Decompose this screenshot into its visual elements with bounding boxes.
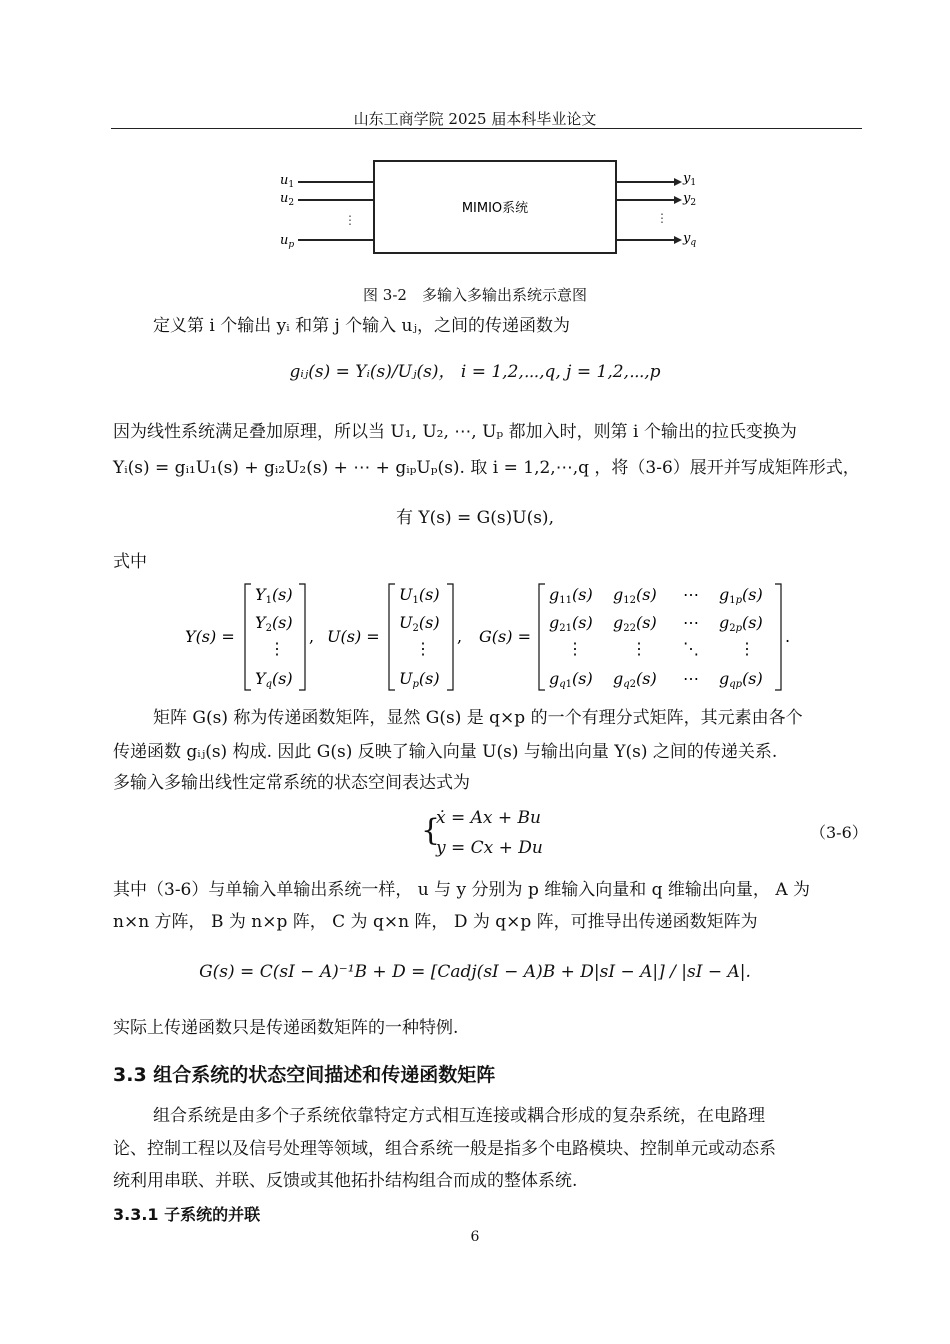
output-label-y1: $y_1$ xyxy=(683,171,697,188)
svg-text:g21(s): g21(s) xyxy=(549,613,593,634)
equation-brace: { xyxy=(421,813,441,848)
paragraph-superposition-line1: 因为线性系统满足叠加原理，所以当 U₁, U₂, ⋯, Uₚ 都加入时，则第 i 个输出的拉氏变换为 xyxy=(113,422,797,442)
equation-transfer-matrix: G(s) = C(sI − A)⁻¹B + D = [Cadj(sI − A)B + D|sI − A|] / |sI − A|. xyxy=(199,962,751,982)
svg-text:⋮: ⋮ xyxy=(739,639,755,658)
equation-gij: gᵢⱼ(s) = Yᵢ(s)/Uⱼ(s)， i = 1,2,⋯,q, j = 1,2,⋯,p xyxy=(289,362,661,382)
section-paragraph-line3: 统利用串联、并联、反馈或其他拓扑结构组合而成的整体系统. xyxy=(113,1171,578,1191)
paragraph-definition: 定义第 i 个输出 yᵢ 和第 j 个输入 uⱼ，之间的传递函数为 xyxy=(153,316,570,336)
svg-text:Yq(s): Yq(s) xyxy=(255,669,293,690)
block-label: MIMIO系统 xyxy=(461,201,529,216)
svg-text:⋯: ⋯ xyxy=(683,613,699,632)
svg-text:,: , xyxy=(309,627,315,646)
paragraph-where: 式中 xyxy=(113,552,147,572)
svg-text:⋮: ⋮ xyxy=(344,213,356,227)
svg-text:U1(s): U1(s) xyxy=(399,585,440,606)
svg-text:g22(s): g22(s) xyxy=(613,613,657,634)
svg-text:G(s) =: G(s) = xyxy=(479,627,531,646)
svg-text:⋯: ⋯ xyxy=(683,669,699,688)
output-label-y2: $y_2$ xyxy=(683,191,697,208)
paragraph-transfer-matrix-line2: 传递函数 gᵢⱼ(s) 构成. 因此 G(s) 反映了输入向量 U(s) 与输出向量 Y(s) 之间的传递关系. xyxy=(113,742,778,762)
svg-text:⋮: ⋮ xyxy=(269,639,285,658)
equation-state-line1: ẋ = Ax + Bu xyxy=(436,808,541,828)
page-number: 6 xyxy=(470,1229,480,1245)
svg-text:gq2(s): gq2(s) xyxy=(613,669,657,690)
svg-text:Y(s) =: Y(s) = xyxy=(185,627,235,646)
section-heading: 3.3 组合系统的状态空间描述和传递函数矩阵 xyxy=(113,1064,496,1086)
equation-matrix-form: 有 Y(s) = G(s)U(s), xyxy=(396,508,554,528)
svg-text:.: . xyxy=(785,627,791,646)
svg-text:g12(s): g12(s) xyxy=(613,585,657,606)
svg-text:⋮: ⋮ xyxy=(656,211,668,225)
paragraph-transfer-matrix-line3: 多输入多输出线性定常系统的状态空间表达式为 xyxy=(113,773,470,793)
svg-text:g1p(s): g1p(s) xyxy=(719,585,763,606)
svg-text:,: , xyxy=(457,627,463,646)
output-label-yq: $y_q$ xyxy=(683,231,697,248)
mimo-system-figure xyxy=(270,158,700,258)
svg-text:g2p(s): g2p(s) xyxy=(719,613,763,634)
paragraph-state-space-line1: 其中（3-6）与单输入单输出系统一样， u 与 y 分别为 p 维输入向量和 q 维输出向量， A 为 xyxy=(113,880,811,900)
svg-text:gqp(s): gqp(s) xyxy=(719,669,763,690)
equation-number: （3-6） xyxy=(810,823,868,842)
svg-text:⋮: ⋮ xyxy=(631,639,647,658)
svg-text:⋯: ⋯ xyxy=(683,585,699,604)
matrix-definitions xyxy=(185,578,795,698)
input-label-u1: $u_1$ xyxy=(280,173,295,190)
paragraph-state-space-line2: n×n 方阵， B 为 n×p 阵， C 为 q×n 阵， D 为 q×p 阵，可推导出传递函数矩阵为 xyxy=(113,912,758,932)
paragraph-superposition-line2: Yᵢ(s) = gᵢ₁U₁(s) + gᵢ₂U₂(s) + ⋯ + gᵢₚUₚ(s). 取 i = 1,2,⋯,q ，将（3-6）展开并写成矩阵形式， xyxy=(113,458,860,478)
svg-text:U(s) =: U(s) = xyxy=(327,627,380,646)
input-label-u2: $u_2$ xyxy=(280,191,295,208)
section-paragraph-line1: 组合系统是由多个子系统依靠特定方式相互连接或耦合形成的复杂系统，在电路理 xyxy=(153,1106,765,1126)
svg-text:⋱: ⋱ xyxy=(683,639,699,658)
svg-text:gq1(s): gq1(s) xyxy=(549,669,593,690)
input-label-up: $u_p$ xyxy=(280,233,295,250)
figure-caption: 图 3-2 多输入多输出系统示意图 xyxy=(363,286,587,304)
svg-text:Y2(s): Y2(s) xyxy=(255,613,293,634)
paragraph-transfer-matrix-line1: 矩阵 G(s) 称为传递函数矩阵，显然 G(s) 是 q×p 的一个有理分式矩阵，其元素由各个 xyxy=(153,708,803,728)
svg-text:⋮: ⋮ xyxy=(415,639,431,658)
svg-text:Up(s): Up(s) xyxy=(399,669,440,690)
svg-text:Y1(s): Y1(s) xyxy=(255,585,293,606)
subsection-heading: 3.3.1 子系统的并联 xyxy=(113,1205,261,1224)
section-paragraph-line2: 论、控制工程以及信号处理等领域，组合系统一般是指多个电路模块、控制单元或动态系 xyxy=(113,1139,776,1159)
paragraph-special-case: 实际上传递函数只是传递函数矩阵的一种特例. xyxy=(113,1018,459,1038)
svg-text:⋮: ⋮ xyxy=(567,639,583,658)
equation-state-line2: y = Cx + Du xyxy=(436,838,543,858)
running-header: 山东工商学院 2025 届本科毕业论文 xyxy=(353,110,597,128)
svg-text:U2(s): U2(s) xyxy=(399,613,440,634)
svg-text:g11(s): g11(s) xyxy=(549,585,593,606)
header-rule xyxy=(111,128,862,129)
